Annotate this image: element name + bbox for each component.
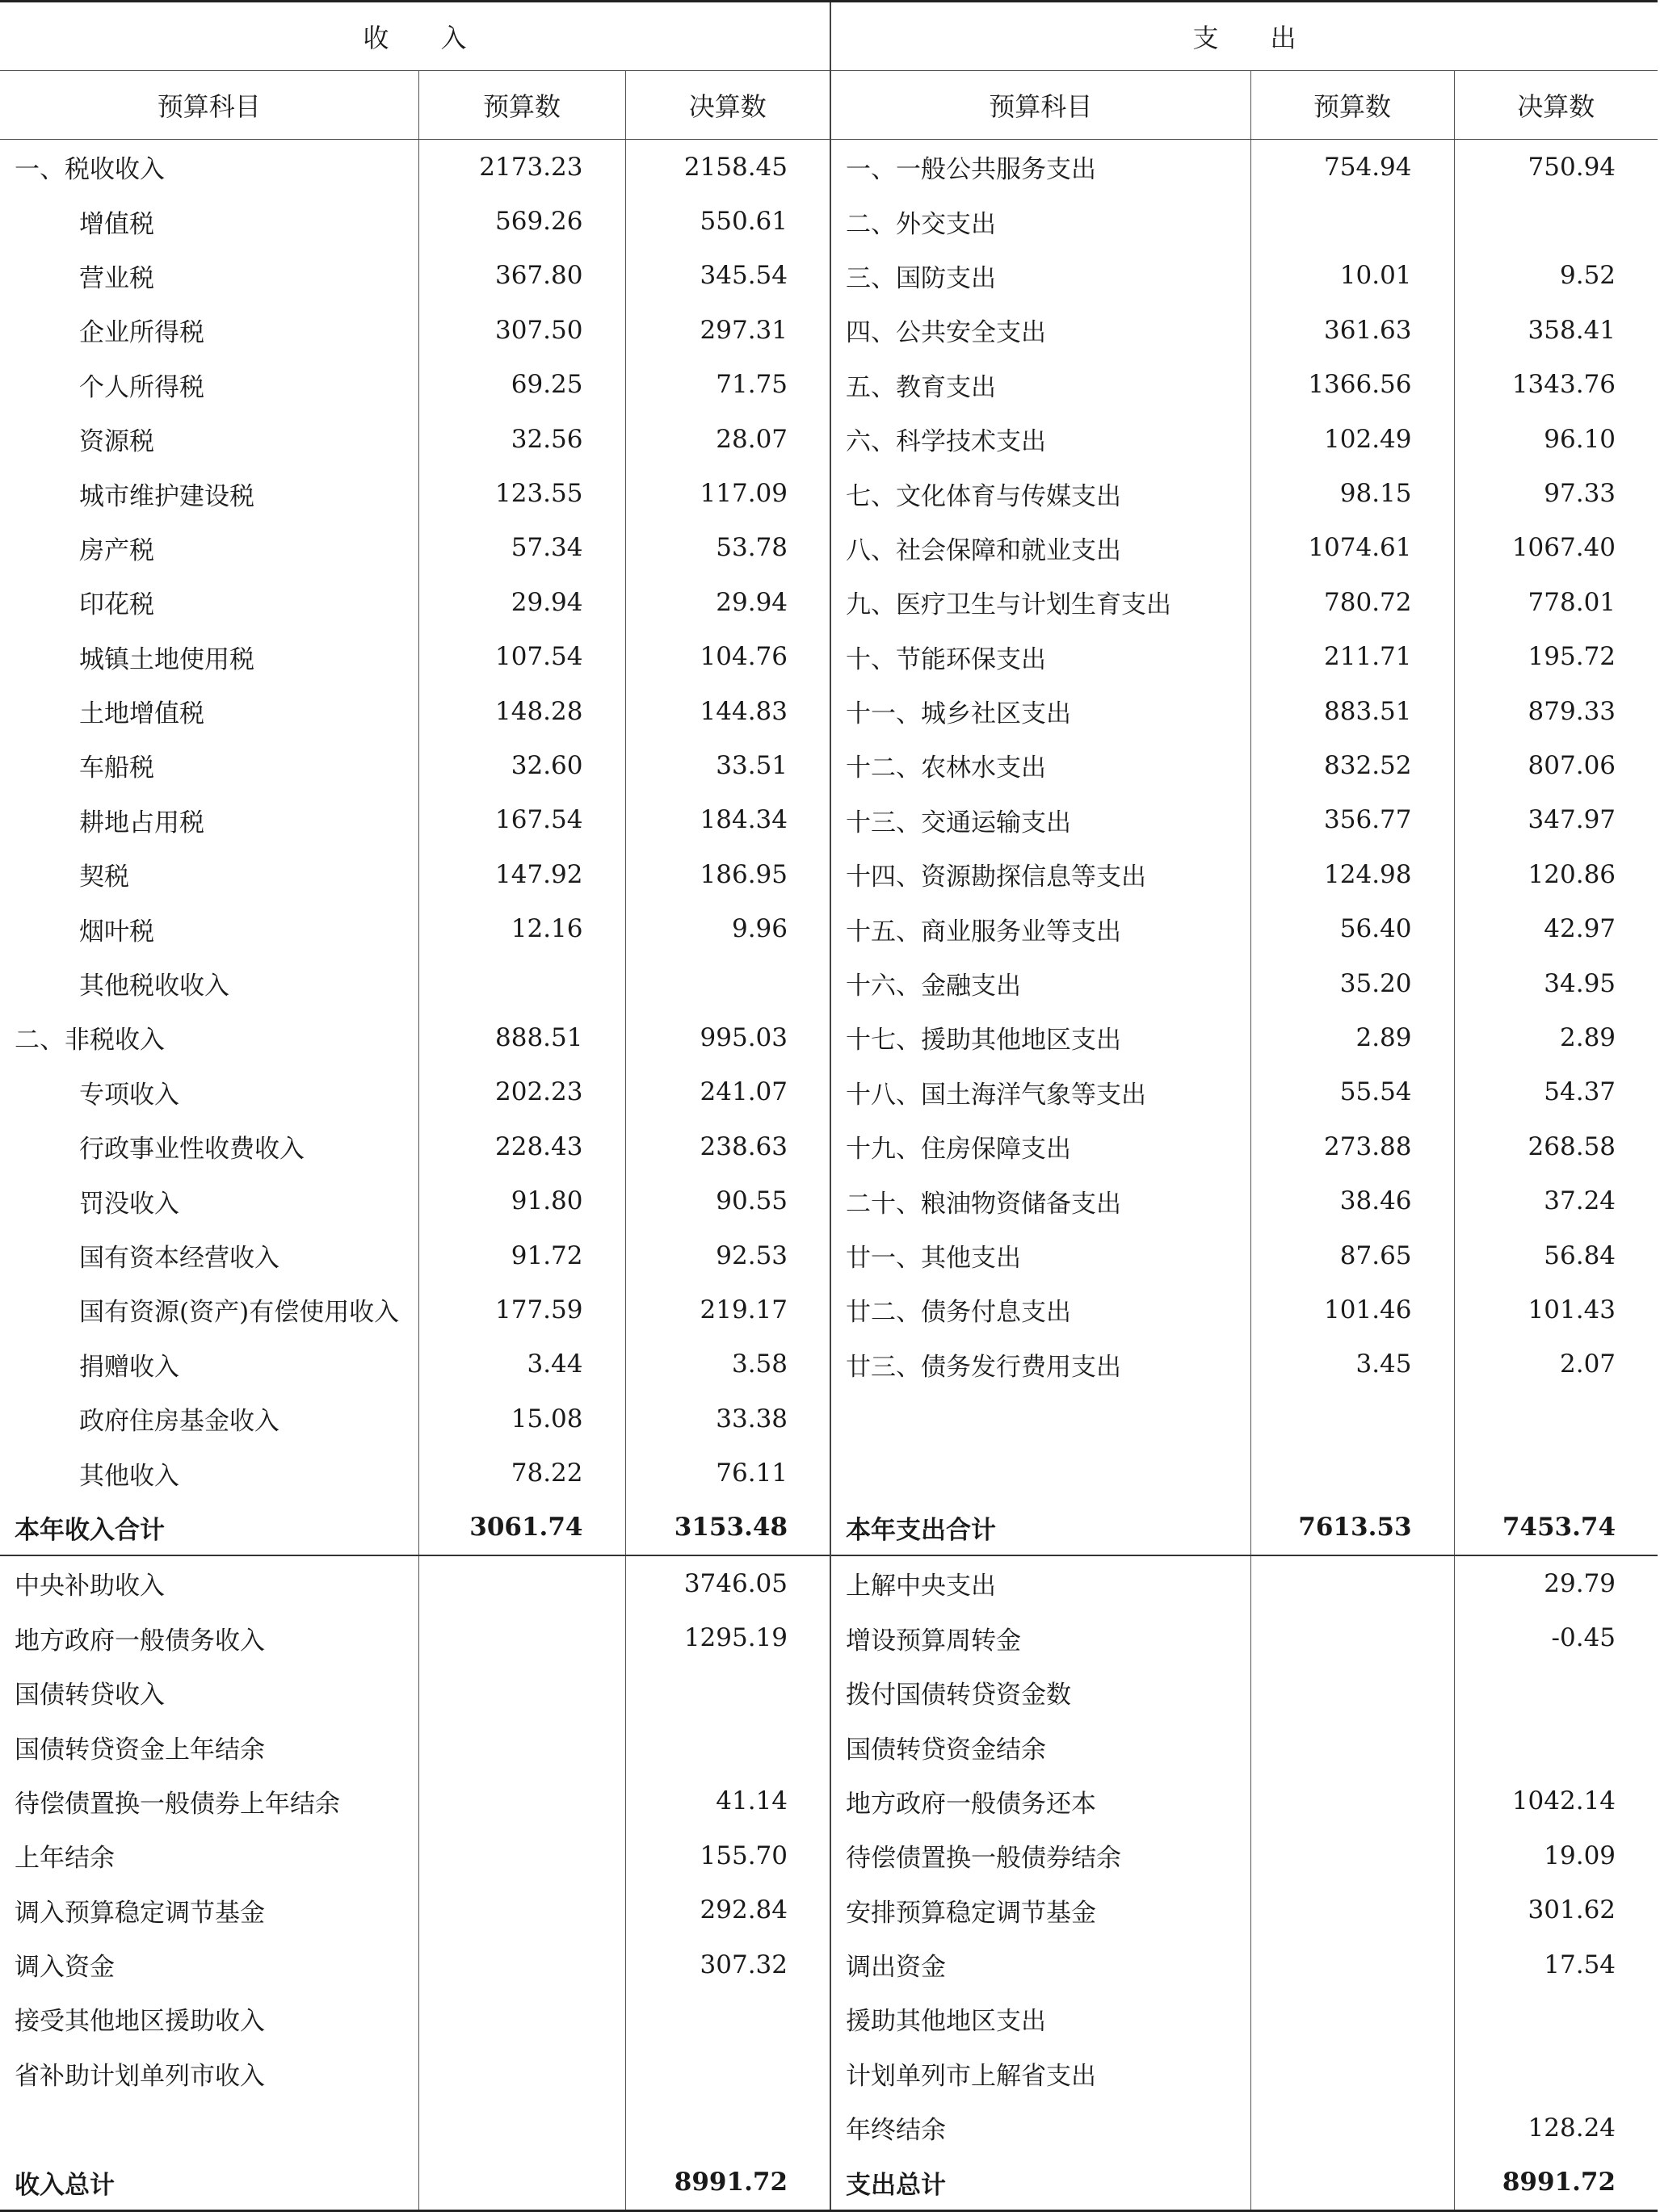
income-item-name: 上年结余: [15, 1844, 115, 1874]
section-header-row: [0, 2, 1658, 71]
income-subject-header: 预算科目: [0, 71, 418, 140]
income-final-value: 144.83: [625, 684, 830, 738]
expense-budget-value: 55.54: [1250, 1065, 1454, 1119]
table-row: [0, 630, 1658, 684]
expense-final-value: 195.72: [1454, 630, 1658, 684]
income-item-name: 国债转贷资金上年结余: [15, 1735, 265, 1765]
income-final-value: 8991.72: [625, 2155, 830, 2210]
income-budget-value: 29.94: [418, 575, 625, 629]
expense-budget-value: 780.72: [1250, 575, 1454, 629]
income-final-value: 29.94: [625, 575, 830, 629]
income-section-title: 收 入: [0, 2, 830, 71]
expense-final-value: 1042.14: [1454, 1774, 1658, 1828]
income-budget-value: 107.54: [418, 630, 625, 684]
income-item-name: 其他收入: [79, 1461, 179, 1491]
income-item-name: 行政事业性收费收入: [79, 1135, 305, 1165]
income-final-value: 307.32: [625, 1937, 830, 1992]
income-budget-value: 307.50: [418, 303, 625, 357]
table-row: [0, 1119, 1658, 1173]
expense-final-value: 879.33: [1454, 684, 1658, 738]
table-row: [0, 521, 1658, 575]
expense-budget-value: 3.45: [1250, 1337, 1454, 1391]
expense-final-value: [1454, 1391, 1658, 1446]
income-final-value: 104.76: [625, 630, 830, 684]
income-budget-value: 147.92: [418, 847, 625, 901]
expense-budget-value: 754.94: [1250, 140, 1454, 195]
table-row: [0, 1282, 1658, 1337]
income-item-name: 国有资本经营收入: [79, 1244, 279, 1273]
income-final-value: 33.38: [625, 1391, 830, 1446]
expense-item-name: 十、节能环保支出: [830, 630, 1250, 684]
expense-final-value: 7453.74: [1454, 1501, 1658, 1555]
expense-final-value: 347.97: [1454, 793, 1658, 847]
expense-final-value: 37.24: [1454, 1173, 1658, 1228]
income-final-value: 3153.48: [625, 1501, 830, 1555]
income-budget-value: 91.80: [418, 1173, 625, 1228]
income-final-value: [625, 1719, 830, 1773]
expense-item-name: 四、公共安全支出: [830, 303, 1250, 357]
expense-final-value: 17.54: [1454, 1937, 1658, 1992]
income-final-value: 28.07: [625, 412, 830, 466]
income-final-value: 3746.05: [625, 1555, 830, 1610]
expense-budget-value: [1250, 1774, 1454, 1828]
income-item-name: 二、非税收入: [15, 1026, 165, 1056]
income-final-value: [625, 956, 830, 1010]
expense-item-name: 九、医疗卫生与计划生育支出: [830, 575, 1250, 629]
expense-budget-value: 101.46: [1250, 1282, 1454, 1337]
table-body: [0, 140, 1658, 2211]
table-row: [0, 956, 1658, 1010]
expense-budget-value: 87.65: [1250, 1228, 1454, 1282]
table-row: [0, 1774, 1658, 1828]
table-row: [0, 1665, 1658, 1719]
income-item-name: 捐赠收入: [79, 1352, 179, 1382]
income-item-name: 其他税收收入: [79, 972, 229, 1001]
table-row: [0, 847, 1658, 901]
expense-budget-value: 211.71: [1250, 630, 1454, 684]
expense-item-name: 五、教育支出: [830, 358, 1250, 412]
income-budget-value: 202.23: [418, 1065, 625, 1119]
income-item-name: 本年收入合计: [15, 1515, 165, 1545]
expense-budget-value: 35.20: [1250, 956, 1454, 1010]
expense-budget-value: [1250, 2155, 1454, 2210]
income-final-value: 1295.19: [625, 1611, 830, 1665]
income-final-value: [625, 1665, 830, 1719]
income-budget-value: 91.72: [418, 1228, 625, 1282]
table-row: [0, 793, 1658, 847]
table-row: [0, 901, 1658, 955]
table-row: [0, 1937, 1658, 1992]
expense-item-name: 援助其他地区支出: [830, 1992, 1250, 2046]
expense-item-name: 年终结余: [830, 2101, 1250, 2155]
income-budget-value: [418, 1828, 625, 1883]
income-final-value: 90.55: [625, 1173, 830, 1228]
income-budget-value: 148.28: [418, 684, 625, 738]
income-budget-value: 2173.23: [418, 140, 625, 195]
table-row: [0, 738, 1658, 792]
expense-item-name: 地方政府一般债务还本: [830, 1774, 1250, 1828]
expense-budget-value: [1250, 1611, 1454, 1665]
expense-item-name: 十二、农林水支出: [830, 738, 1250, 792]
table-row: [0, 140, 1658, 195]
income-budget-value: [418, 1937, 625, 1992]
expense-budget-value: [1250, 1665, 1454, 1719]
expense-final-value: 120.86: [1454, 847, 1658, 901]
expense-budget-value: 38.46: [1250, 1173, 1454, 1228]
income-budget-value: 3061.74: [418, 1501, 625, 1555]
expense-final-value: 101.43: [1454, 1282, 1658, 1337]
expense-budget-value: [1250, 1446, 1454, 1500]
expense-item-name: 十一、城乡社区支出: [830, 684, 1250, 738]
expense-final-value: 9.52: [1454, 249, 1658, 303]
income-item-name: 专项收入: [79, 1080, 179, 1110]
income-budget-value: [418, 2101, 625, 2155]
expense-item-name: 国债转贷资金结余: [830, 1719, 1250, 1773]
income-final-value: 297.31: [625, 303, 830, 357]
expense-budget-value: 102.49: [1250, 412, 1454, 466]
income-final-value: 186.95: [625, 847, 830, 901]
income-final-value: 155.70: [625, 1828, 830, 1883]
income-item-name: [0, 2101, 418, 2155]
income-budget-value: [418, 1555, 625, 1610]
expense-final-value: 19.09: [1454, 1828, 1658, 1883]
expense-item-name: 廿二、债务付息支出: [830, 1282, 1250, 1337]
expense-final-value: 778.01: [1454, 575, 1658, 629]
expense-subject-header: 预算科目: [830, 71, 1250, 140]
expense-item-name: 十三、交通运输支出: [830, 793, 1250, 847]
income-item-name: 城镇土地使用税: [79, 644, 254, 674]
income-item-name: 调入预算稳定调节基金: [15, 1898, 265, 1928]
income-final-value: 2158.45: [625, 140, 830, 195]
expense-budget-value: 883.51: [1250, 684, 1454, 738]
income-item-name: 个人所得税: [79, 372, 204, 402]
expense-final-value: 1067.40: [1454, 521, 1658, 575]
expense-final-value: [1454, 1446, 1658, 1500]
expense-final-value: 128.24: [1454, 2101, 1658, 2155]
income-budget-header: 预算数: [418, 71, 625, 140]
expense-budget-value: [1250, 1719, 1454, 1773]
expense-item-name: 廿三、债务发行费用支出: [830, 1337, 1250, 1391]
income-final-value: 219.17: [625, 1282, 830, 1337]
income-final-value: 241.07: [625, 1065, 830, 1119]
expense-item-name: 十七、援助其他地区支出: [830, 1010, 1250, 1064]
table-row: [0, 1391, 1658, 1446]
expense-item-name: 本年支出合计: [830, 1501, 1250, 1555]
income-budget-value: 12.16: [418, 901, 625, 955]
table-row: [0, 1719, 1658, 1773]
income-item-name: 房产税: [79, 535, 154, 565]
table-row: [0, 1228, 1658, 1282]
income-item-name: 地方政府一般债务收入: [15, 1626, 265, 1656]
income-item-name: 耕地占用税: [79, 808, 204, 837]
expense-final-value: [1454, 1992, 1658, 2046]
expense-budget-value: [1250, 1391, 1454, 1446]
income-final-value: 345.54: [625, 249, 830, 303]
income-item-name: 政府住房基金收入: [79, 1407, 279, 1437]
expense-final-value: [1454, 1665, 1658, 1719]
income-item-name: 中央补助收入: [0, 1555, 418, 1610]
expense-final-value: 1343.76: [1454, 358, 1658, 412]
table-row: [0, 1828, 1658, 1883]
table-row: [0, 2155, 1658, 2210]
expense-section-title: 支 出: [830, 2, 1658, 71]
income-item-name: 车船税: [79, 753, 154, 783]
expense-item-name: 二、外交支出: [830, 194, 1250, 248]
income-budget-value: 78.22: [418, 1446, 625, 1500]
expense-budget-value: 1366.56: [1250, 358, 1454, 412]
income-budget-value: [418, 2046, 625, 2101]
table-row: [0, 1446, 1658, 1500]
expense-final-header: 决算数: [1454, 71, 1658, 140]
expense-final-value: [1454, 2046, 1658, 2101]
income-budget-value: 57.34: [418, 521, 625, 575]
income-item-name: 契税: [79, 863, 129, 892]
expense-budget-value: 124.98: [1250, 847, 1454, 901]
income-item-name: 调入资金: [15, 1953, 115, 1983]
expense-final-value: 358.41: [1454, 303, 1658, 357]
table-row: [0, 1611, 1658, 1665]
expense-budget-value: 361.63: [1250, 303, 1454, 357]
expense-item-name: 十九、住房保障支出: [830, 1119, 1250, 1173]
table-row: [0, 2101, 1658, 2155]
table-row: [0, 194, 1658, 248]
expense-item-name: 计划单列市上解省支出: [830, 2046, 1250, 2101]
table-row: [0, 575, 1658, 629]
expense-item-name: 拨付国债转贷资金数: [830, 1665, 1250, 1719]
expense-budget-value: [1250, 194, 1454, 248]
expense-item-name: 待偿债置换一般债券结余: [830, 1828, 1250, 1883]
income-item-name: 国有资源(资产)有偿使用收入: [79, 1298, 400, 1328]
expense-item-name: 安排预算稳定调节基金: [830, 1883, 1250, 1937]
income-item-name: 资源税: [79, 427, 154, 457]
income-item-name: 增值税: [79, 209, 154, 239]
income-final-value: 292.84: [625, 1883, 830, 1937]
income-budget-value: [418, 1665, 625, 1719]
income-final-value: 184.34: [625, 793, 830, 847]
expense-budget-value: 832.52: [1250, 738, 1454, 792]
expense-final-value: 42.97: [1454, 901, 1658, 955]
expense-item-name: 十四、资源勘探信息等支出: [830, 847, 1250, 901]
income-final-value: 53.78: [625, 521, 830, 575]
income-budget-value: 69.25: [418, 358, 625, 412]
expense-final-value: 34.95: [1454, 956, 1658, 1010]
expense-budget-value: [1250, 2101, 1454, 2155]
expense-final-value: 268.58: [1454, 1119, 1658, 1173]
expense-final-value: [1454, 1719, 1658, 1773]
income-budget-value: [418, 956, 625, 1010]
income-item-name: 收入总计: [0, 2155, 418, 2210]
table-row: [0, 303, 1658, 357]
income-budget-value: 32.56: [418, 412, 625, 466]
expense-budget-value: 56.40: [1250, 901, 1454, 955]
expense-budget-header: 预算数: [1250, 71, 1454, 140]
expense-final-value: 54.37: [1454, 1065, 1658, 1119]
table-row: [0, 1065, 1658, 1119]
expense-item-name: 十五、商业服务业等支出: [830, 901, 1250, 955]
expense-final-value: 8991.72: [1454, 2155, 1658, 2210]
expense-budget-value: 98.15: [1250, 466, 1454, 520]
table-row: [0, 1173, 1658, 1228]
expense-budget-value: 10.01: [1250, 249, 1454, 303]
income-budget-value: [418, 2155, 625, 2210]
expense-item-name: [830, 1446, 1250, 1500]
expense-budget-value: [1250, 1883, 1454, 1937]
expense-item-name: 增设预算周转金: [830, 1611, 1250, 1665]
income-final-value: 238.63: [625, 1119, 830, 1173]
expense-final-value: 2.89: [1454, 1010, 1658, 1064]
income-budget-value: [418, 1992, 625, 2046]
income-item-name: 印花税: [79, 590, 154, 620]
expense-final-value: 56.84: [1454, 1228, 1658, 1282]
expense-item-name: 支出总计: [830, 2155, 1250, 2210]
expense-budget-value: [1250, 1555, 1454, 1610]
table-row: [0, 2046, 1658, 2101]
income-item-name: 国债转贷收入: [15, 1681, 165, 1710]
expense-final-value: 301.62: [1454, 1883, 1658, 1937]
expense-budget-value: 356.77: [1250, 793, 1454, 847]
income-item-name: 罚没收入: [79, 1189, 179, 1219]
table-row: [0, 466, 1658, 520]
table-row: [0, 1337, 1658, 1391]
income-final-value: [625, 1992, 830, 2046]
income-budget-value: [418, 1883, 625, 1937]
income-item-name: 土地增值税: [79, 699, 204, 729]
expense-item-name: 七、文化体育与传媒支出: [830, 466, 1250, 520]
income-budget-value: 888.51: [418, 1010, 625, 1064]
expense-final-value: 807.06: [1454, 738, 1658, 792]
income-budget-value: 15.08: [418, 1391, 625, 1446]
expense-final-value: 750.94: [1454, 140, 1658, 195]
expense-budget-value: [1250, 1937, 1454, 1992]
income-final-value: 995.03: [625, 1010, 830, 1064]
expense-item-name: 三、国防支出: [830, 249, 1250, 303]
income-item-name: 省补助计划单列市收入: [15, 2061, 265, 2091]
expense-final-value: 97.33: [1454, 466, 1658, 520]
expense-final-value: [1454, 194, 1658, 248]
income-final-value: 33.51: [625, 738, 830, 792]
table-row: [0, 412, 1658, 466]
table-row: [0, 1010, 1658, 1064]
income-budget-value: 569.26: [418, 194, 625, 248]
income-item-name: 企业所得税: [79, 318, 204, 348]
table-row: [0, 1992, 1658, 2046]
expense-budget-value: [1250, 1992, 1454, 2046]
income-final-value: 41.14: [625, 1774, 830, 1828]
income-final-value: 3.58: [625, 1337, 830, 1391]
income-budget-value: 32.60: [418, 738, 625, 792]
table-row: [0, 249, 1658, 303]
expense-item-name: 上解中央支出: [830, 1555, 1250, 1610]
income-item-name: 烟叶税: [79, 917, 154, 947]
income-budget-value: 167.54: [418, 793, 625, 847]
column-header-row: [0, 71, 1658, 140]
income-final-value: 9.96: [625, 901, 830, 955]
income-budget-value: 228.43: [418, 1119, 625, 1173]
income-final-value: [625, 2101, 830, 2155]
table-row: [0, 1555, 1658, 1610]
expense-item-name: 一、一般公共服务支出: [830, 140, 1250, 195]
income-budget-value: 3.44: [418, 1337, 625, 1391]
income-final-value: 92.53: [625, 1228, 830, 1282]
table-row: [0, 1501, 1658, 1555]
expense-budget-value: [1250, 1828, 1454, 1883]
expense-item-name: 十六、金融支出: [830, 956, 1250, 1010]
expense-item-name: 二十、粮油物资储备支出: [830, 1173, 1250, 1228]
expense-final-value: -0.45: [1454, 1611, 1658, 1665]
table-row: [0, 358, 1658, 412]
expense-item-name: 六、科学技术支出: [830, 412, 1250, 466]
expense-budget-value: 273.88: [1250, 1119, 1454, 1173]
income-item-name: 一、税收收入: [15, 155, 165, 185]
income-budget-value: 123.55: [418, 466, 625, 520]
income-final-value: 550.61: [625, 194, 830, 248]
income-budget-value: 177.59: [418, 1282, 625, 1337]
expense-item-name: 八、社会保障和就业支出: [830, 521, 1250, 575]
expense-item-name: 十八、国土海洋气象等支出: [830, 1065, 1250, 1119]
expense-final-value: 2.07: [1454, 1337, 1658, 1391]
expense-budget-value: 2.89: [1250, 1010, 1454, 1064]
expense-budget-value: [1250, 2046, 1454, 2101]
income-final-value: 71.75: [625, 358, 830, 412]
expense-budget-value: 1074.61: [1250, 521, 1454, 575]
expense-budget-value: 7613.53: [1250, 1501, 1454, 1555]
income-budget-value: 367.80: [418, 249, 625, 303]
income-final-value: 76.11: [625, 1446, 830, 1500]
income-final-value: 117.09: [625, 466, 830, 520]
expense-item-name: 调出资金: [830, 1937, 1250, 1992]
income-item-name: 城市维护建设税: [79, 481, 254, 511]
income-budget-value: [418, 1719, 625, 1773]
table-row: [0, 1883, 1658, 1937]
expense-final-value: 96.10: [1454, 412, 1658, 466]
income-final-value: [625, 2046, 830, 2101]
expense-item-name: 廿一、其他支出: [830, 1228, 1250, 1282]
income-budget-value: [418, 1611, 625, 1665]
income-item-name: 营业税: [79, 263, 154, 293]
income-budget-value: [418, 1774, 625, 1828]
income-item-name: 接受其他地区援助收入: [15, 2007, 265, 2037]
expense-item-name: [830, 1391, 1250, 1446]
expense-final-value: 29.79: [1454, 1555, 1658, 1610]
income-item-name: 待偿债置换一般债券上年结余: [15, 1789, 340, 1819]
income-final-header: 决算数: [625, 71, 830, 140]
table-row: [0, 684, 1658, 738]
